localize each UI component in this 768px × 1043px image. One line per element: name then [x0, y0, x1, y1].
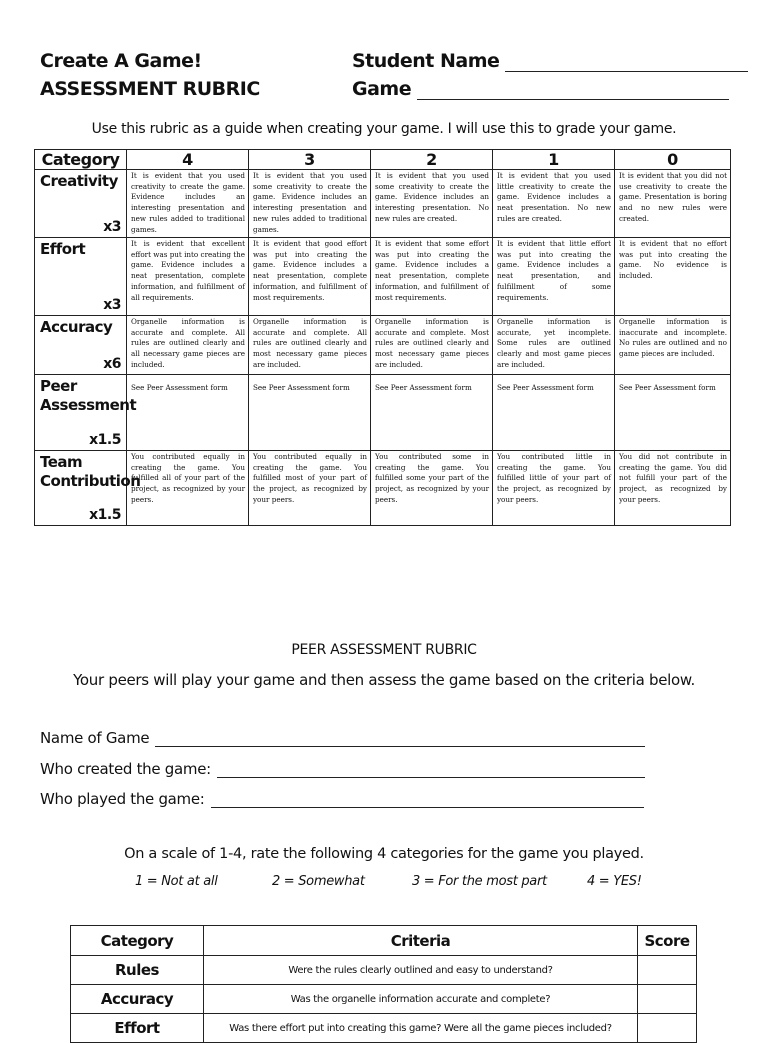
game-label: Game: [352, 78, 412, 100]
who-created-label: Who created the game:: [40, 760, 211, 778]
peer-score-cell[interactable]: [638, 1014, 697, 1043]
rubric-cell: It is evident that you used some creativity to create the game. Evidence includes an interesting presentation and new rules added to traditional games.: [253, 171, 367, 234]
peer-row-rules: [71, 956, 697, 985]
rubric-row-peer-assessment: [35, 375, 731, 451]
name-of-game-field: [40, 729, 645, 747]
peer-category: Accuracy: [71, 985, 204, 1014]
rubric-category-name: Peer Assessment: [40, 377, 137, 414]
rubric-cell: See Peer Assessment form: [253, 383, 350, 392]
who-played-label: Who played the game:: [40, 790, 205, 808]
scale-item-3: 3 = For the most part: [412, 874, 547, 889]
peer-header-score: Score: [638, 926, 697, 956]
rubric-category-multiplier: x3: [103, 219, 121, 235]
rubric-cell: It is evident that no effort was put into creating the game. No evidence is included.: [619, 239, 727, 281]
rubric-header-row: [35, 150, 731, 170]
rubric-cell: Organelle information is accurate and complete. Most rules are outlined clearly and most necessary game pieces are included.: [375, 317, 489, 369]
rubric-category-name: Effort: [40, 240, 86, 258]
rubric-category-name: Creativity: [40, 172, 118, 190]
rubric-row-team-contribution: [35, 451, 731, 526]
scale-item-2: 2 = Somewhat: [272, 874, 365, 889]
rubric-cell: It is evident that you used little creativity to create the game. Evidence includes a neat presentation. No new rules are created.: [497, 171, 611, 223]
worksheet-subtitle: ASSESSMENT RUBRIC: [40, 78, 260, 100]
rubric-cell: Organelle information is accurate, yet incomplete. Some rules are outlined clearly and most game pieces are included.: [497, 317, 611, 369]
rubric-cell: It is evident that you did not use creativity to create the game. Presentation is boring and no new rules were created.: [619, 171, 727, 223]
scale-item-4: 4 = YES!: [587, 874, 642, 889]
rubric-cell: It is evident that you used creativity to create the game. Evidence includes an interesting presentation and new rules added to traditional games.: [131, 171, 245, 234]
peer-rubric-title: PEER ASSESSMENT RUBRIC: [291, 642, 477, 658]
rubric-header-score-4: 4: [127, 150, 249, 170]
rubric-instructions: Use this rubric as a guide when creating your game. I will use this to grade your game.: [91, 121, 677, 137]
peer-score-cell[interactable]: [638, 956, 697, 985]
rubric-category-multiplier: x1.5: [89, 507, 121, 523]
peer-category: Effort: [71, 1014, 204, 1043]
rubric-cell: You contributed equally in creating the game. You fulfilled most of your part of the project, as recognized by your peers.: [253, 452, 367, 504]
game-field: [352, 78, 729, 100]
rubric-cell: You contributed equally in creating the game. You fulfilled all of your part of the project, as recognized by your peers.: [131, 452, 245, 504]
peer-score-cell[interactable]: [638, 985, 697, 1014]
peer-category: Rules: [71, 956, 204, 985]
peer-header-criteria: Criteria: [204, 926, 638, 956]
peer-row-effort: [71, 1014, 697, 1043]
rubric-header-category: Category: [35, 150, 127, 170]
rubric-row-effort: [35, 238, 731, 316]
assessment-rubric-table: [34, 149, 731, 526]
peer-assessment-table: [70, 925, 697, 1043]
rubric-header-score-0: 0: [615, 150, 731, 170]
peer-criteria: Were the rules clearly outlined and easy to understand?: [204, 956, 638, 985]
rubric-cell: Organelle information is accurate and complete. All rules are outlined clearly and most necessary game pieces are included.: [253, 317, 367, 369]
rubric-header-score-1: 1: [493, 150, 615, 170]
who-played-field: [40, 790, 644, 808]
rubric-cell: See Peer Assessment form: [497, 383, 594, 392]
peer-criteria: Was there effort put into creating this game? Were all the game pieces included?: [204, 1014, 638, 1043]
peer-row-accuracy: [71, 985, 697, 1014]
scale-instructions: On a scale of 1-4, rate the following 4 categories for the game you played.: [124, 846, 644, 862]
peer-rubric-intro: Your peers will play your game and then assess the game based on the criteria below.: [73, 671, 695, 689]
rubric-category-multiplier: x6: [103, 356, 121, 372]
rubric-cell: It is evident that you used some creativity to create the game. Evidence includes an interesting presentation. No new rules are created.: [375, 171, 489, 223]
rubric-cell: You contributed little in creating the game. You fulfilled little of your part of the project, as recognized by your peers.: [497, 452, 611, 504]
rubric-category-multiplier: x1.5: [89, 432, 121, 448]
rubric-header-score-2: 2: [371, 150, 493, 170]
peer-header-category: Category: [71, 926, 204, 956]
rubric-category-name: Team Contribution: [40, 453, 141, 490]
student-name-field: [352, 50, 748, 72]
game-blank[interactable]: [417, 81, 729, 100]
rubric-cell: See Peer Assessment form: [619, 383, 716, 392]
rubric-row-creativity: [35, 170, 731, 238]
who-played-blank[interactable]: [211, 792, 644, 808]
rubric-cell: Organelle information is accurate and complete. All rules are outlined clearly and all necessary game pieces are included.: [131, 317, 245, 369]
rubric-cell: It is evident that good effort was put into creating the game. Evidence includes a neat presentation, complete information, and fulfillment of most requirements.: [253, 239, 367, 302]
peer-table-header-row: [71, 926, 697, 956]
rubric-cell: It is evident that excellent effort was put into creating the game. Evidence includes a neat presentation, complete information, and fulfillment of all requirements.: [131, 239, 246, 302]
rubric-cell: It is evident that little effort was put into creating the game. Evidence includes a neat presentation, and fulfillment of some requirements.: [497, 239, 611, 302]
who-created-blank[interactable]: [217, 762, 645, 778]
who-created-field: [40, 760, 645, 778]
rubric-category-name: Accuracy: [40, 318, 113, 336]
rubric-header-score-3: 3: [249, 150, 371, 170]
rubric-cell: It is evident that some effort was put into creating the game. Evidence includes a neat presentation, complete information, and fulfillment of most requirements.: [375, 239, 489, 302]
rubric-cell: You did not contribute in creating the game. You did not fulfill your part of the project, as recognized by your peers.: [619, 452, 727, 504]
rubric-cell: See Peer Assessment form: [131, 383, 228, 392]
peer-criteria: Was the organelle information accurate and complete?: [204, 985, 638, 1014]
rubric-cell: See Peer Assessment form: [375, 383, 472, 392]
student-name-label: Student Name: [352, 50, 500, 72]
rubric-cell: You contributed some in creating the game. You fulfilled some your part of the project, as recognized by your peers.: [375, 452, 489, 504]
rubric-category-multiplier: x3: [103, 297, 121, 313]
rubric-row-accuracy: [35, 316, 731, 375]
student-name-blank[interactable]: [505, 53, 748, 72]
rubric-cell: Organelle information is inaccurate and incomplete. No rules are outlined and no game pieces are included.: [619, 317, 727, 359]
scale-item-1: 1 = Not at all: [135, 874, 218, 889]
worksheet-title: Create A Game!: [40, 50, 202, 72]
name-of-game-blank[interactable]: [155, 731, 645, 747]
name-of-game-label: Name of Game: [40, 729, 150, 747]
